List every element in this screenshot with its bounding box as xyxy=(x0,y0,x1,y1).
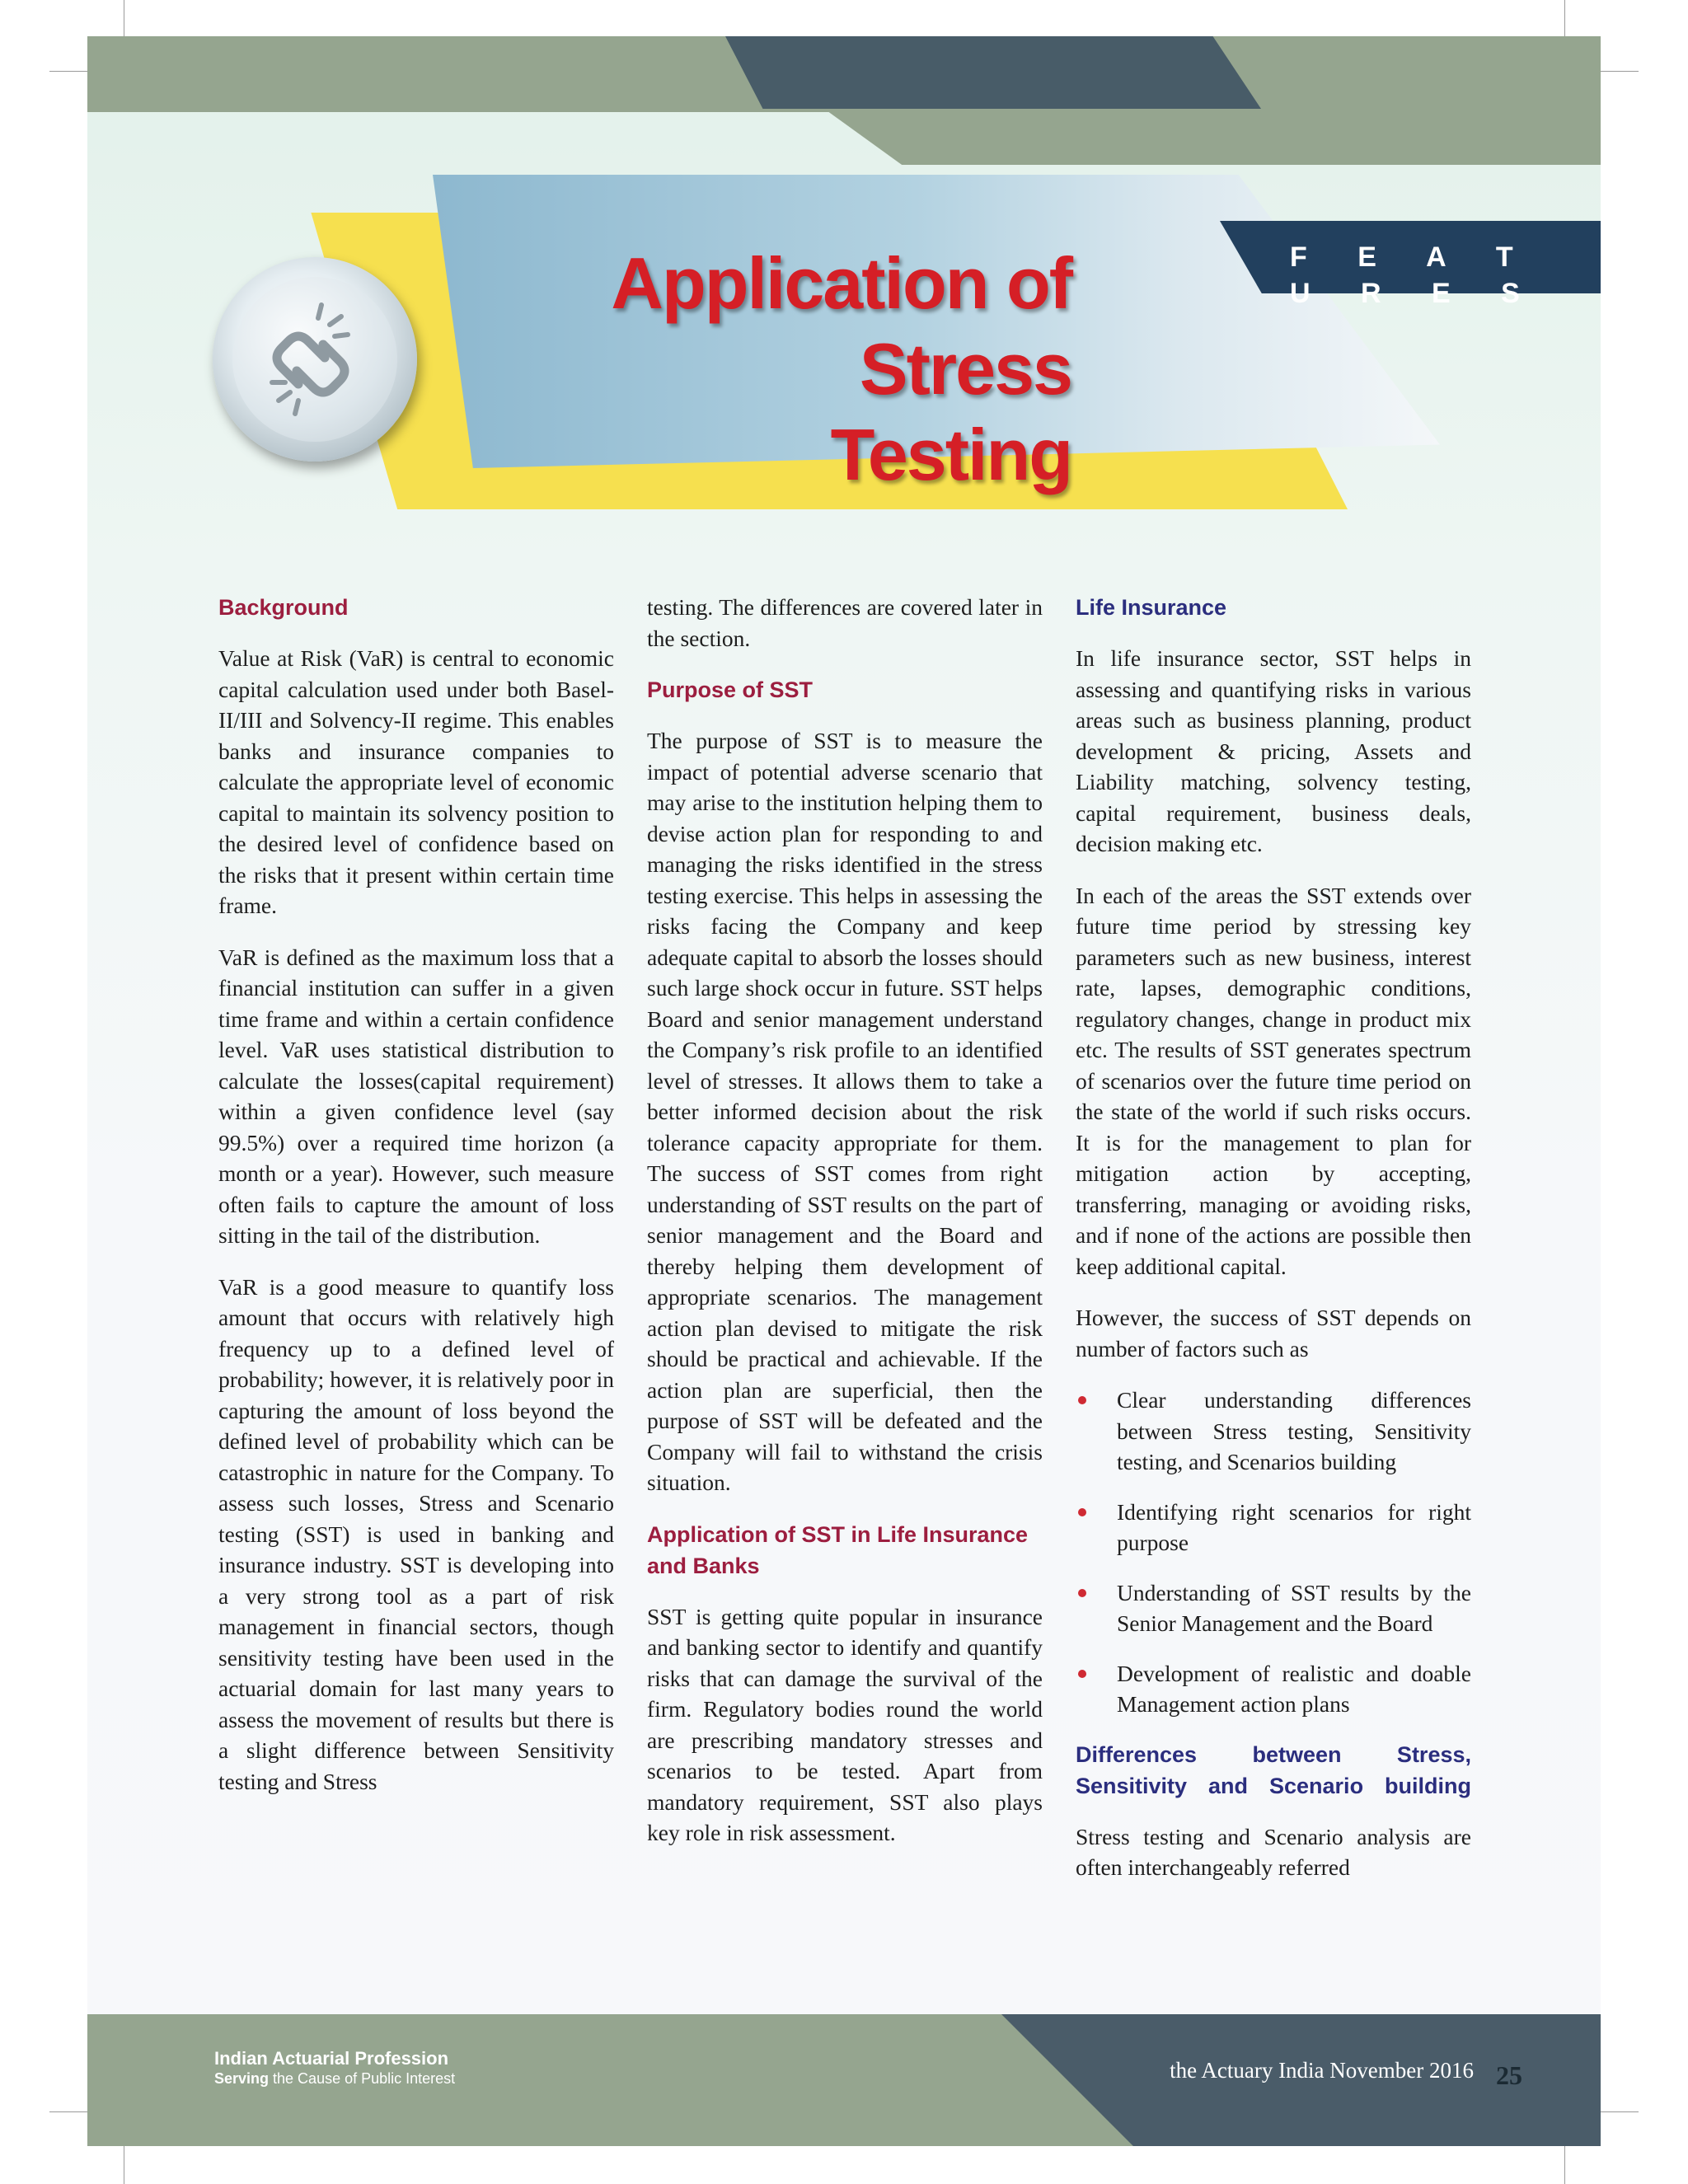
heading-life-insurance: Life Insurance xyxy=(1076,595,1227,620)
emblem-inner xyxy=(232,277,397,442)
paragraph: However, the success of SST depends on number of factors such as xyxy=(1076,1305,1471,1361)
bullet-icon xyxy=(1078,1670,1086,1678)
tagline-bold: Serving xyxy=(214,2070,270,2087)
list-item-text: Understanding of SST results by the Senior Management and the Board xyxy=(1117,1579,1471,1636)
section-label: F E A T U R E S xyxy=(1290,241,1541,309)
paragraph: In each of the areas the SST extends over future time period by stressing key parameters such as new business, interest rate, lapses, demographic conditions, regulatory changes, change in product mix etc. The results of SST generates spectrum of scenarios over the future time period on the state of the world if such risks occurs. It is for the management to plan for mitigation action by accepting, transferring, managing or avoiding risks, and if none of the actions are possible then keep additional capital. xyxy=(1076,882,1471,1279)
paragraph: The purpose of SST is to measure the impact of potential adverse scenario that may arise to the institution helping them to devise action plan for responding to and managing the risks identified in the stress testing exercise. This helps in assessing the risks facing the Company and keep adequate capital to absorb the losses should such large shock occur in future. SST helps Board and senior management understand the Company’s risk profile to an identified level of stresses. It allows them to take a better informed decision about the risk tolerance capacity appropriate for them. The success of SST comes from right understanding of SST results on the part of senior management and the Board and thereby helping them development of appropriate scenarios. The management action plan devised to mitigate the risk should be practical and achievable. If the action plan are superficial, then the purpose of SST will be defeated and the Company will fail to withstand the crisis situation. xyxy=(647,728,1043,1495)
article-title xyxy=(610,241,1071,498)
crop-mark xyxy=(1564,0,1565,36)
factor-list xyxy=(1076,1385,1471,1720)
crop-mark xyxy=(1601,71,1639,72)
crop-mark xyxy=(49,2111,87,2112)
footer-organization: Indian Actuarial Profession xyxy=(214,2048,449,2069)
header-green-stripe xyxy=(824,109,1601,165)
page-number: 25 xyxy=(1496,2060,1522,2090)
list-item xyxy=(1076,1497,1471,1558)
paragraph: In life insurance sector, SST helps in assessing and quantifying risks in various areas such as business planning, product development & pricing, Assets and Liability matching, solvency testing, capital requirement, business deals, decision making etc. xyxy=(1076,645,1471,856)
bullet-icon xyxy=(1078,1589,1086,1597)
tagline-rest: the Cause of Public Interest xyxy=(269,2070,456,2087)
title-line-2: Stress Testing xyxy=(830,328,1071,495)
heading-purpose: Purpose of SST xyxy=(647,677,814,702)
paragraph: Value at Risk (VaR) is central to economic capital calculation used under both Basel-II/III and Solvency-II regime. This enables banks and insurance companies to calculate the appropriate level of economic capital to maintain its solvency position to the desired level of confidence based on the risks that it present within certain time frame. xyxy=(218,645,614,918)
bullet-icon xyxy=(1078,1508,1086,1516)
column-2 xyxy=(647,592,1043,1869)
heading-background: Background xyxy=(218,595,349,620)
title-line-1: Application of xyxy=(611,242,1071,324)
footer-magazine: the Actuary India November 2016 xyxy=(1170,2058,1474,2083)
crop-mark xyxy=(1601,2111,1639,2112)
list-item xyxy=(1076,1577,1471,1639)
header-dark-stripe xyxy=(725,36,1261,109)
heading-differences: Differences between Stress, Sensitivity and Scenario building xyxy=(1076,1741,1471,1798)
list-item xyxy=(1076,1658,1471,1720)
paragraph: Stress testing and Scenario analysis are often interchangeably referred xyxy=(1076,1823,1471,1880)
paragraph: VaR is defined as the maximum loss that a financial institution can suffer in a given time frame and within a certain confidence level. VaR uses statistical distribution to calculate the losses(capital requirement) within a given confidence level (say 99.5%) over a required time horizon (a month or a year). However, such measure often fails to capture the amount of loss sitting in the tail of the distribution. xyxy=(218,944,614,1248)
bullet-icon xyxy=(1078,1396,1086,1404)
list-item-text: Clear understanding differences between Stress testing, Sensitivity testing, and Scenarios building xyxy=(1117,1387,1471,1474)
broken-link-icon xyxy=(232,277,397,442)
title-emblem xyxy=(213,257,417,462)
crop-mark xyxy=(1564,2146,1565,2184)
paragraph: VaR is a good measure to quantify loss amount that occurs with relatively high frequency up to a defined level of probability; however, it is relatively poor in capturing the amount of loss beyond the defined level of probability which can be catastrophic in nature for the Company. To assess such losses, Stress and Scenario testing (SST) is used in banking and insurance industry. SST is developing into a very strong tool as a part of risk management in financial sectors, though sensitivity testing have been used in the actuarial domain for last many years to assess the movement of results but there is a slight difference between Sensitivity testing and Stress xyxy=(218,1273,614,1794)
heading-application: Application of SST in Life Insurance and Banks xyxy=(647,1521,1029,1578)
paragraph: SST is getting quite popular in insurance and banking sector to identify and quantify risks that can damage the survival of the firm. Regulatory bodies round the world are prescribing mandatory stresses and scenarios to be tested. Apart from mandatory requirement, SST also plays key role in risk assessment. xyxy=(647,1603,1043,1845)
column-1 xyxy=(218,592,614,1817)
list-item-text: Development of realistic and doable Management action plans xyxy=(1117,1660,1471,1717)
crop-mark xyxy=(49,71,87,72)
footer-tagline xyxy=(214,2069,560,2088)
list-item-text: Identifying right scenarios for right purpose xyxy=(1117,1498,1471,1555)
list-item xyxy=(1076,1385,1471,1478)
paragraph: testing. The differences are covered later in the section. xyxy=(647,594,1043,651)
column-3 xyxy=(1076,592,1471,1904)
